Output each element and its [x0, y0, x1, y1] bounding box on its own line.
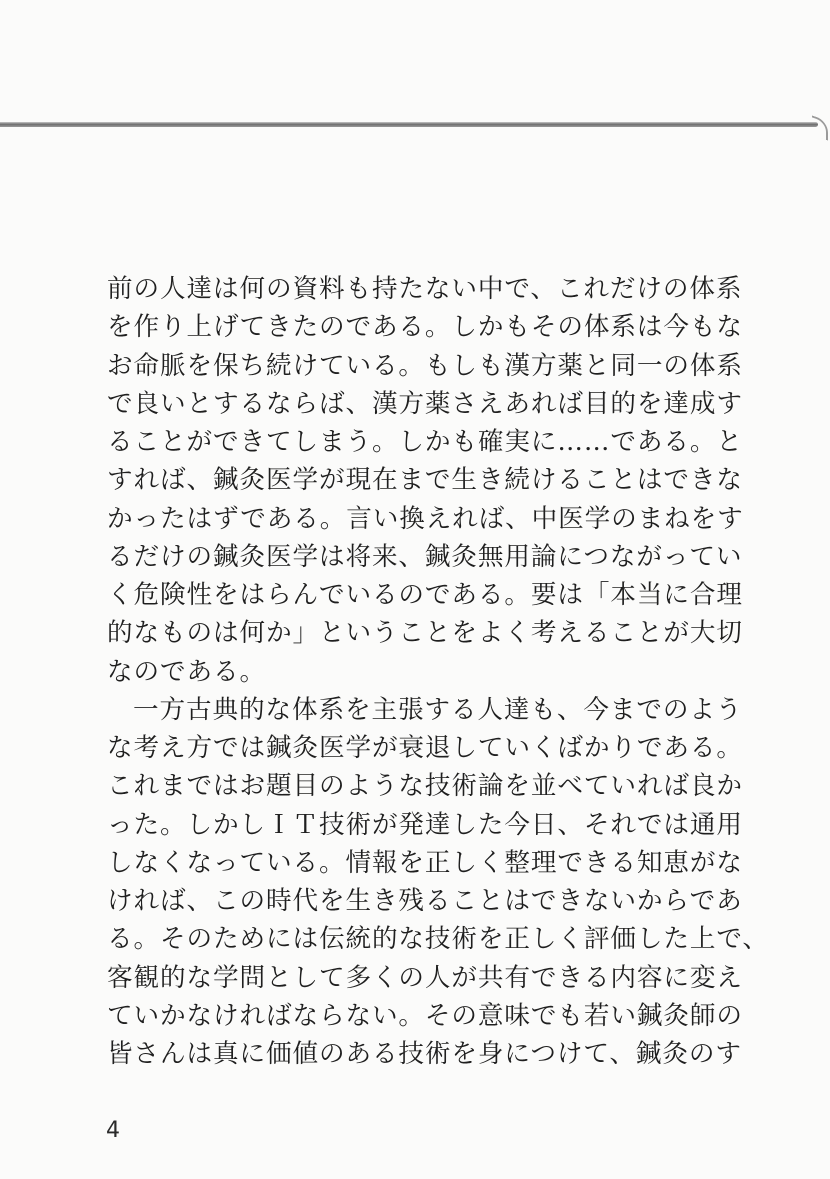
text-line: 的なものは何か」ということをよく考えることが大切: [107, 618, 743, 649]
text-line: な考え方では鍼灸医学が衰退していくばかりである。: [107, 733, 743, 763]
page-number: 4: [106, 1118, 120, 1143]
text-line: る。そのためには伝統的な技術を正しく評価した上で、: [107, 924, 769, 955]
text-line: く危険性をはらんでいるのである。要は「本当に合理: [107, 580, 743, 610]
text-line: 前の人達は何の資料も持たない中で、これだけの体系: [107, 274, 743, 304]
text-line: すれば、鍼灸医学が現在まで生き続けることはできな: [107, 465, 743, 496]
text-line: 皆さんは真に価値のある技術を身につけて、鍼灸のす: [107, 1039, 742, 1069]
page-corner-curl: [812, 115, 828, 140]
text-line: これまではお題目のような技術論を並べていれば良か: [107, 771, 743, 802]
body-text: [107, 270, 769, 1073]
page-top-rule: [0, 122, 818, 127]
text-line: るだけの鍼灸医学は将来、鍼灸無用論につながってい: [107, 541, 743, 572]
text-line: しなくなっている。情報を正しく整理できる知恵がな: [107, 847, 743, 878]
text-line: なのである。: [107, 656, 266, 687]
text-line: ることができてしまう。しかも確実に……である。と: [107, 427, 743, 457]
text-line: 一方古典的な体系を主張する人達も、今までのよう: [133, 694, 743, 725]
text-line: 客観的な学問として多くの人が共有できる内容に変え: [107, 962, 743, 993]
text-line: で良いとするならば、漢方薬さえあれば目的を達成す: [107, 388, 743, 419]
text-line: ければ、この時代を生き残ることはできないからであ: [107, 886, 743, 916]
text-line: お命脈を保ち続けている。もしも漢方薬と同一の体系: [107, 350, 743, 381]
text-line: ていかなければならない。その意味でも若い鍼灸師の: [107, 1000, 743, 1031]
text-line: かったはずである。言い換えれば、中医学のまねをす: [107, 503, 744, 534]
text-line: を作り上げてきたのである。しかもその体系は今もな: [107, 312, 743, 343]
text-line: った。しかしＩＴ技術が発達した今日、それでは通用: [107, 809, 743, 840]
